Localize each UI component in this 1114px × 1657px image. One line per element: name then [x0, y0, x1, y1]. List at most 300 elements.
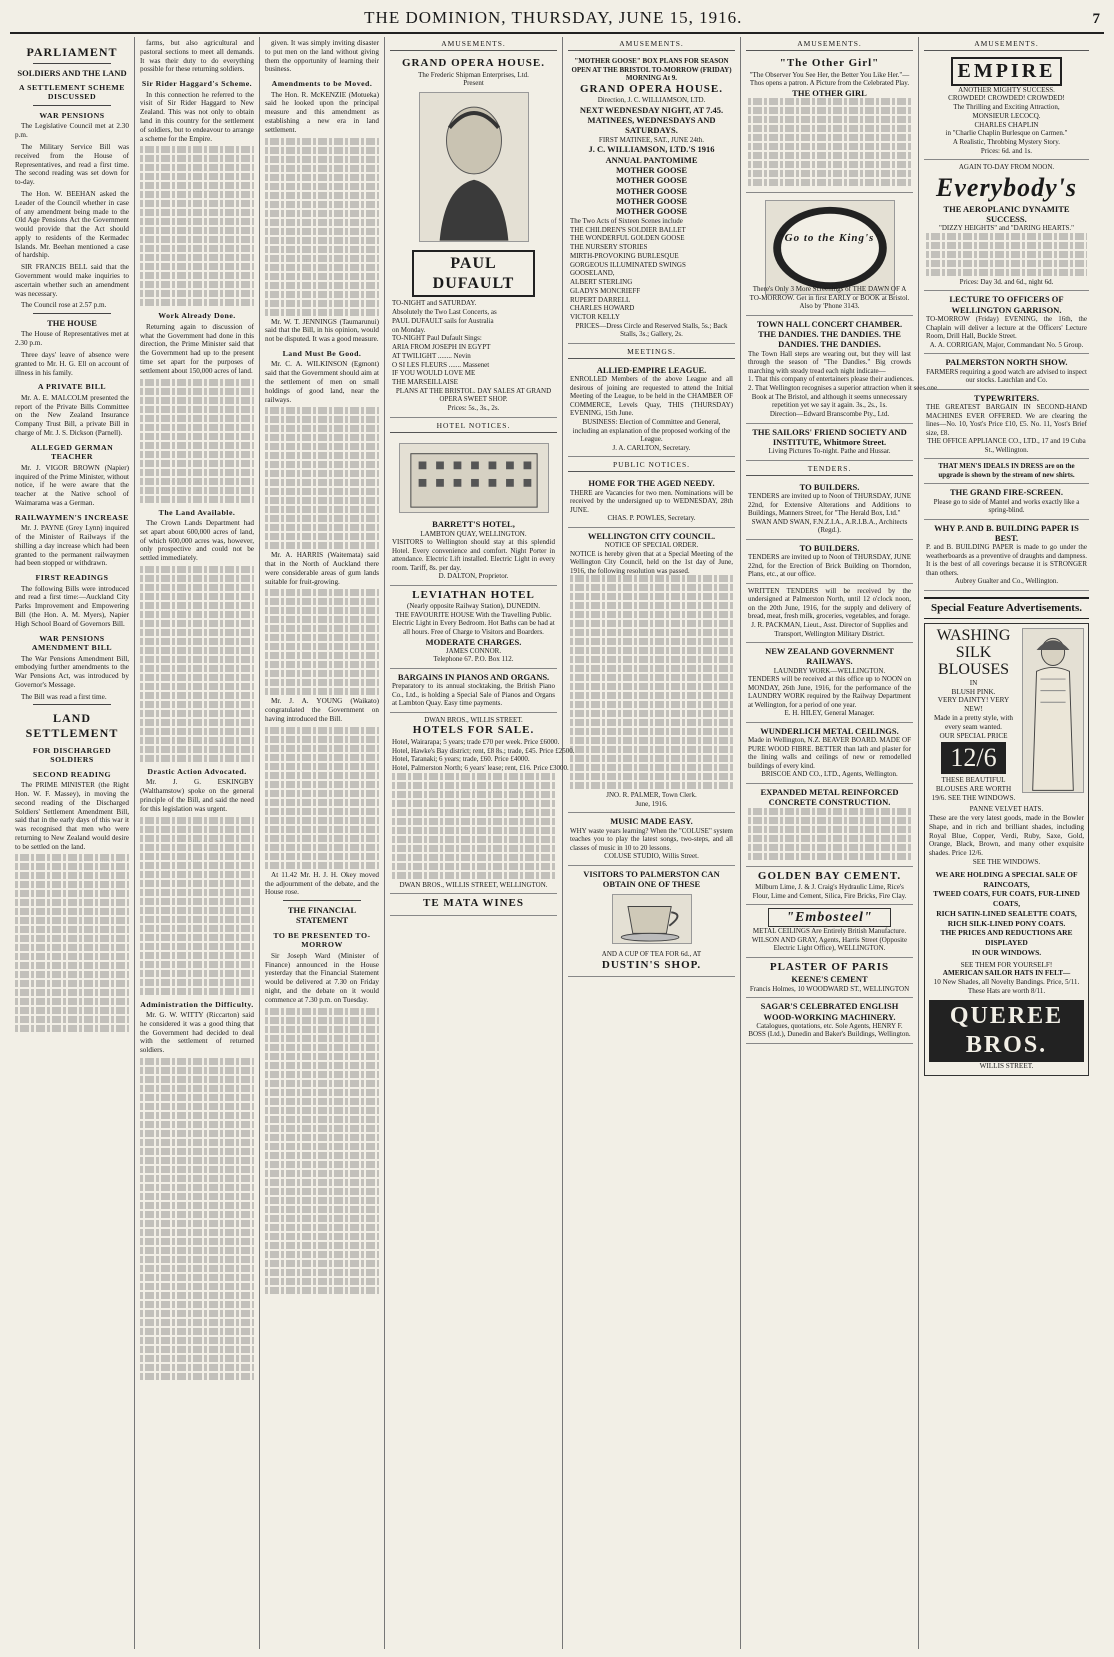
ad-signature: Aubrey Gualter and Co., Wellington. — [954, 577, 1059, 586]
text-filler — [265, 727, 379, 869]
ad-title: WASHING SILK BLOUSES — [936, 627, 1011, 679]
program-line: PAUL DUFAULT sails for Australia — [392, 316, 494, 325]
ad-signature: BRISCOE AND CO., LTD., Agents, Wellington. — [761, 770, 898, 779]
ad-title: ALLIED-EMPIRE LEAGUE. — [596, 365, 707, 375]
subheadline: Land Must Be Good. — [282, 348, 362, 358]
cast-line: MIRTH-PROVOKING BURLESQUE — [570, 251, 679, 260]
kings-theatre-circle-illustration — [765, 200, 895, 295]
program-line: THE MARSEILLAISE — [392, 378, 458, 387]
listing-list — [392, 737, 575, 773]
ad-subtitle: LAUNDRY WORK—WELLINGTON. — [773, 666, 886, 675]
ad-text: 10 New Shades, all Novelty Bandings. Price, 5/11. — [933, 978, 1080, 987]
program-line: CROWDED! CROWDED! CROWDED! — [948, 94, 1065, 103]
ad-subtitle: Direction, J. C. WILLIAMSON, LTD. — [597, 96, 706, 105]
program-line: ARIA FROM JOSEPH IN EGYPT — [392, 343, 491, 352]
text-filler — [15, 854, 129, 1032]
price-badge: 12/6 — [941, 742, 1006, 774]
ad-sailors-society — [746, 424, 913, 461]
ad-text: VERY DAINTY! VERY NEW! — [937, 696, 1010, 714]
ad-text: Prices: 6d. and 1s. — [980, 146, 1033, 155]
section-title: PANNE VELVET HATS. — [969, 805, 1044, 814]
paragraph: The Hon. R. McKENZIE (Motueka) said he looked upon the principal measure and this amendment as establishing a new era in land settlement. — [265, 90, 379, 134]
ad-other-girl — [746, 54, 913, 193]
program-list — [926, 86, 1087, 147]
ad-title: GOLDEN BAY CEMENT. — [757, 869, 902, 882]
ad-text: TENDERS are invited up to Noon of THURSDAY, JUNE 22nd, for Extensive Alterations and Additions to Buildings, Manners Street, for "The Herald Box, Ltd." — [748, 492, 911, 518]
ad-title: TO BUILDERS. — [799, 481, 860, 492]
paragraph: Sir Joseph Ward (Minister of Finance) announced in the House yesterday that the Financial Statement would be delivered at 7.30 on Friday night, and the debate on it would commence at 7.30 p.m. on Tuesday. — [265, 951, 379, 1004]
ad-te-mata — [390, 894, 557, 915]
column-parliament — [10, 37, 135, 1649]
ad-banner: "MOTHER GOOSE" BOX PLANS FOR SEASON OPEN AT THE BRISTOL TO-MORROW (FRIDAY) MORNING At 9. — [571, 57, 732, 83]
ad-text: METAL CEILINGS Are Entirely British Manufacture. WILSON AND GRAY, Agents, Harris Street (Opposite Electric Light Office), WELLINGTON. — [751, 927, 908, 953]
ad-signature: A. A. CORRIGAN, Major, Commandant No. 5 Group. — [929, 340, 1084, 349]
program-line: TO-NIGHT and SATURDAY. — [392, 299, 477, 308]
ad-text: Preparatory to its annual stocktaking, the British Piano Co., Ltd., is holding a Special Sale of Pianos and Organs at Lambton Quay. Easy time payments. — [392, 682, 555, 708]
ad-leviathan-hotel — [390, 586, 557, 669]
ad-subtitle: THE AEROPLANIC DYNAMITE SUCCESS. — [943, 203, 1070, 224]
paragraph: The following Bills were introduced and read a first time:—Auckland City Parks Improvement and Empowering Bill (the Hon. A. M. Myers), Napier High School Board of Governors Bill. — [15, 584, 129, 628]
ad-subtitle: DWAN BROS., WILLIS STREET. — [424, 715, 523, 724]
ad-music — [568, 813, 735, 865]
cast-line: RUPERT DARRELL — [570, 295, 631, 304]
paragraph: given. It was simply inviting disaster to put men on the land without giving them the opportunity of learning their business. — [265, 39, 379, 74]
program-line: IF YOU WOULD LOVE ME — [392, 369, 476, 378]
subheadline: The Land Available. — [158, 507, 236, 517]
ad-city-council — [568, 528, 735, 814]
ad-text: June, 1916. — [635, 799, 668, 808]
ad-title: EMPIRE — [951, 57, 1062, 85]
ad-text: Prices: 5s., 3s., 2s. — [447, 403, 500, 412]
ad-railways — [746, 643, 913, 723]
text-filler — [926, 233, 1087, 276]
paragraph: The Hon. W. BEEHAN asked the Leader of the Council whether in case of any amendment being made to the Old Age Pensions Act the Government would provide that the Act should apply to residents of the Kermadec Islands. Mr. Beehan mentioned a case of hardship. — [15, 189, 129, 260]
ad-queree-bros — [924, 623, 1089, 1076]
paragraph: Mr. J. PAYNE (Grey Lynn) inquired of the Minister of Railways if the shilling a day increase which had been granted to the permanent railwaymen had been stopped or withdrawn. — [15, 524, 129, 568]
show-title: MOTHER GOOSE — [615, 175, 688, 186]
point-line: 1. That this company of entertainers please their audiences. — [748, 375, 914, 384]
ad-text: "DIZZY HEIGHTS" and "DARING HEARTS." — [939, 224, 1074, 233]
hotel-building-illustration — [399, 443, 549, 513]
ad-wunderlich — [746, 723, 913, 784]
cast-list — [570, 217, 733, 322]
ad-text: NOTICE is hereby given that at a Special Meeting of the Wellington City Council, held on the 1st day of June, 1916, the following resolution was passed. — [570, 549, 733, 575]
ad-golden-bay — [746, 867, 913, 905]
ad-title: TYPEWRITERS. — [974, 392, 1039, 403]
ad-building-paper — [924, 520, 1089, 591]
text-filler — [265, 589, 379, 695]
listing-line: Hotel, Wairarapa; 5 years; trade £70 per week. Price £6000. — [392, 737, 560, 746]
cast-line: THE CHILDREN'S SOLDIER BALLET — [570, 225, 686, 234]
ad-subtitle: (Nearly opposite Railway Station), DUNEDIN. — [407, 602, 540, 611]
point-line: 2. That Wellington recognises a superior attraction when it sees one. — [748, 384, 939, 393]
ad-subtitle: LAMBTON QUAY, WELLINGTON. — [420, 529, 527, 538]
ad-title: THE SAILORS' FRIEND SOCIETY AND INSTITUTE, Whitmore Street. — [752, 426, 907, 447]
ad-empire-theatre — [924, 54, 1089, 160]
divider — [33, 704, 111, 705]
ad-text: SEE THEM FOR YOURSELF! — [960, 960, 1053, 969]
ad-title: THAT MEN'S IDEALS IN DRESS are on the upgrade is shown by the stream of new shirts. — [938, 462, 1075, 479]
headline: THE HOUSE — [47, 318, 97, 329]
program-line: ANOTHER MIGHTY SUCCESS. — [958, 85, 1055, 94]
text-filler — [748, 808, 911, 860]
ad-text: THE FAVOURITE HOUSE With the Travelling Public. Electric Light in Every Bedroom. Hot Baths can be had at all hours. Free of Charge to Visitors and Boarders. — [392, 610, 555, 636]
paragraph: SIR FRANCIS BELL said that the Government would make inquiries to ascertain whether such an amendment was necessary. — [15, 263, 129, 298]
ad-text: FIRST MATINEE, SAT., JUNE 24th. — [598, 135, 705, 144]
paragraph: Mr. J. G. ESKINGBY (Walthamstow) spoke on the general principle of the Bill, and said the need for this legislation was urgent. — [140, 778, 254, 813]
ad-pianos — [390, 669, 557, 713]
text-filler — [265, 407, 379, 549]
section-title: PARLIAMENT — [26, 45, 118, 59]
ad-text: The Town Hall steps are wearing out, but they will last through the season of "The Dandies." Big crowds marching with steady tread each night indicate— — [748, 349, 911, 375]
ad-title: PALMERSTON NORTH SHOW. — [945, 357, 1068, 368]
divider — [283, 900, 361, 901]
ad-banner: AGAIN TO-DAY FROM NOON. — [958, 163, 1055, 172]
cast-line: ALBERT STERLING — [570, 278, 633, 287]
program-line: Absolutely the Two Last Concerts, as — [392, 308, 497, 317]
masthead-title: THE DOMINION, THURSDAY, JUNE 15, 1916. — [364, 8, 743, 27]
column-header: TENDERS. — [746, 464, 913, 476]
column-land-settlement — [135, 37, 260, 1649]
subheadline: RAILWAYMEN'S INCREASE — [15, 512, 129, 522]
ad-text: THE OTHER GIRL — [792, 87, 867, 98]
text-filler — [140, 566, 254, 762]
subheadline: Administration the Difficulty. — [140, 999, 254, 1009]
headline: THE FINANCIAL STATEMENT — [287, 905, 357, 926]
ad-text: Catalogues, quotations, etc. Sole Agents, HENRY F. BOSS (Ltd.), Dunedin and Baker's Buildings, Wellington. — [748, 1021, 911, 1039]
ad-text: ENROLLED Members of the above League and all desirous of joining are requested to attend the Initial Meeting of the League, to be held in the CHAMBER OF COMMERCE, Levels Quay, THIS (THURSDAY) EVENING, 15th June. — [570, 375, 733, 418]
ad-signature: THE OFFICE APPLIANCE CO., LTD., 17 and 19 Cuba St., Wellington. — [927, 437, 1086, 454]
column-header: AMUSEMENTS. — [746, 39, 913, 51]
ad-text: THERE are Vacancies for two men. Nominations will be received by the undersigned up to WEDNESDAY, 28th JUNE. — [570, 488, 733, 514]
ad-title: HOTELS FOR SALE. — [412, 724, 535, 737]
paragraph: The Council rose at 2.57 p.m. — [21, 301, 107, 310]
ad-text: AMERICAN SAILOR HATS IN FELT— — [942, 969, 1071, 978]
ad-text: OUR SPECIAL PRICE — [939, 731, 1008, 740]
column-header: PUBLIC NOTICES. — [568, 460, 735, 472]
column-header: AMUSEMENTS. — [924, 39, 1089, 51]
paragraph: Mr. A. E. MALCOLM presented the report of the Private Bills Committee on the New Zealand Insurance Company Trust Bill, a private Bill in charge of Mr. J. S. Dickson (Parnell). — [15, 393, 129, 437]
subheadline: Sir Rider Haggard's Scheme. — [141, 79, 253, 89]
ad-title: MUSIC MADE EASY. — [610, 816, 693, 827]
program-line: A Realistic, Throbbing Mystery Story. — [952, 138, 1061, 147]
ad-title: NEW ZEALAND GOVERNMENT RAILWAYS. — [765, 646, 894, 667]
show-title: MOTHER GOOSE — [615, 165, 688, 175]
text-filler — [140, 146, 254, 306]
subheadline: SECOND READING — [32, 769, 112, 779]
text-filler — [140, 379, 254, 503]
ad-text: TO-MORROW (Friday) EVENING, the 16th, the Chaplain will deliver a lecture at the Officers' Lecture Room, Drill Hall, Buckle Street. — [926, 315, 1087, 341]
masthead — [10, 8, 1104, 34]
ad-title: VISITORS TO PALMERSTON CAN OBTAIN ONE OF THESE — [583, 868, 720, 890]
ad-mens-ideals — [924, 459, 1089, 484]
paragraph: The Military Service Bill was received from the House of Representatives, and read a first time. The second reading was set down for to-day. — [15, 143, 129, 187]
program-line: CHARLES CHAPLIN — [974, 120, 1039, 129]
ad-text: THE DANDIES. THE DANDIES. THE DANDIES. THE DANDIES. — [758, 329, 901, 350]
ad-signature: Francis Holmes, 10 WOODWARD ST., WELLINGTON — [749, 984, 910, 993]
divider — [33, 63, 111, 64]
ad-text: There's Only 3 More Screenings of THE DAWN OF A TO-MORROW. Get in first EARLY or BOOK at Bristol. — [749, 285, 910, 302]
store-address: WILLIS STREET. — [979, 1062, 1034, 1071]
ad-title: WUNDERLICH METAL CEILINGS. — [760, 725, 899, 736]
show-title: MOTHER GOOSE — [615, 185, 688, 196]
ad-text: Prices: Day 3d. and 6d., night 6d. — [959, 277, 1054, 286]
ad-text: Book at The Bristol, and although it seems unnecessary repetition yet we say it again. 3s., 2s., 1s. — [751, 392, 908, 410]
divider — [33, 105, 111, 106]
column-amusements-2 — [563, 37, 741, 1649]
ad-title: WHY P. AND B. BUILDING PAPER IS BEST. — [934, 522, 1079, 543]
teacup-illustration — [612, 894, 692, 944]
ad-title: PLASTER OF PARIS — [769, 960, 890, 973]
cast-line: THE NURSERY STORIES — [570, 243, 648, 252]
ad-tender-1 — [746, 479, 913, 540]
ad-text: J. C. WILLIAMSON, LTD.'S 1916 ANNUAL PANTOMIME — [588, 144, 715, 165]
sale-line: WE ARE HOLDING A SPECIAL SALE OF RAINCOATS, — [935, 869, 1078, 889]
paragraph: The PRIME MINISTER (the Right Hon. W. F. Massey), in moving the second reading of the Discharged Soldiers' Settlement Amendment Bill, said that in the early days of this war it was recognised that men who were returning to New Zealand would desire to be settled on the land. — [15, 781, 129, 851]
ad-title: BARRETT'S HOTEL, — [432, 519, 515, 530]
ad-subtitle: NOTICE OF SPECIAL ORDER. — [604, 541, 699, 550]
ad-signature: COLUSE STUDIO, Willis Street. — [604, 852, 699, 861]
program-line: The Thrilling and Exciting Attraction, — [953, 103, 1060, 112]
text-filler — [748, 98, 911, 186]
ad-subtitle: KEENE'S CEMENT — [791, 974, 868, 985]
ad-palmerston — [568, 866, 735, 977]
ad-text: THE GREATEST BARGAIN IN SECOND-HAND MACHINES EVER OFFERED. We are clearing the lines—No. 10, Yost's Price £10, £5. No. 11, Yost's Brief size, £8. — [926, 402, 1087, 437]
woman-in-blouse-illustration — [1022, 628, 1084, 793]
ad-text: FARMERS requiring a good watch are advised to inspect our stocks. Lauchlan and Co. — [926, 367, 1087, 385]
paragraph: Returning again to discussion of what the Government had done in this direction, the Prime Minister said that the Government had up to the present time set apart for the purposes of settlement about 150,000 acres of land. — [140, 322, 254, 375]
ad-title: SAGAR'S CELEBRATED ENGLISH WOOD-WORKING MACHINERY. — [760, 1001, 899, 1022]
ad-kings-theatre — [746, 193, 913, 316]
paragraph: The House of Representatives met at 2.30 p.m. — [15, 330, 129, 348]
ad-title: BARGAINS IN PIANOS AND ORGANS. — [397, 671, 550, 682]
store-name: QUEREE BROS. — [929, 1000, 1084, 1063]
show-title: MOTHER GOOSE — [615, 206, 688, 217]
ad-title: GRAND OPERA HOUSE. — [402, 57, 545, 70]
performer-portrait-illustration — [419, 92, 529, 242]
ad-signature: JAMES CONNOR. — [445, 646, 502, 655]
ad-text: Please go to side of Mantel and works exactly like a spring-blind. — [933, 497, 1080, 515]
text-filler — [570, 575, 733, 789]
paragraph: farms, but also agricultural and pastoral sections to meet all demands. It was their duty to do everything possible for these returning soldiers. — [140, 39, 254, 74]
sale-line: IN OUR WINDOWS. — [971, 947, 1042, 957]
performer-name: PAUL DUFAULT — [412, 250, 535, 297]
paragraph: Mr. C. A. WILKINSON (Egmont) said that the Government should aim at the settlement of men on small holdings of good land, near the railways. — [265, 360, 379, 404]
paragraph: Mr. W. T. JENNINGS (Taumarunui) said that the Bill, in his opinion, would not be disputed. It was a good measure. — [265, 317, 379, 344]
paragraph: In this connection he referred to the visit of Sir Rider Haggard to New Zealand. This was not only to obtain land in this country for the settlement of soldiers, but to endeavour to arrange a scheme for the Empire. — [140, 90, 254, 143]
subheadline: A SETTLEMENT SCHEME DISCUSSED — [19, 82, 125, 102]
paragraph: The Bill was read a first time. — [21, 692, 107, 701]
ad-text: VISITORS to Wellington should stay at this splendid Hotel. Every convenience and comfort. Night Porter in attendance. Electric Lift installed. Electric Light in every room. Tariff, 8s. per day. — [392, 538, 555, 572]
subheadline: FIRST READINGS — [35, 573, 109, 583]
ad-signature: CHAS. P. POWLES, Secretary. — [607, 514, 696, 523]
ad-title: "Embosteel" — [768, 908, 891, 927]
ad-hotels-for-sale — [390, 713, 575, 894]
text-filler — [140, 817, 254, 995]
ad-text: BUSINESS: Election of Committee and General, including an explanation of the proposed working of the League. — [572, 418, 731, 444]
ad-text: TENDERS are invited up to Noon of THURSDAY, JUNE 22nd, for the Erection of Brick Building on Thorndon, Plans, etc., at our office. — [748, 553, 911, 579]
headline: SOLDIERS AND THE LAND — [17, 67, 127, 78]
ad-plaster — [746, 958, 913, 998]
ad-title: Everybody's — [936, 172, 1077, 202]
headline: LAND SETTLEMENT — [25, 711, 119, 741]
cast-line: The Two Acts of Sixteen Scenes include — [570, 216, 683, 225]
cast-line: VICTOR KELLY — [570, 313, 620, 322]
ad-text: PLANS AT THE BRISTOL. DAY SALES AT GRAND OPERA SWEET SHOP. — [395, 386, 552, 404]
column-amusements-3 — [741, 37, 939, 1649]
program-line: AT TWILIGHT ........ Nevin — [392, 351, 471, 360]
ad-tender-3 — [746, 584, 913, 643]
show-title: MOTHER GOOSE — [615, 196, 688, 207]
column-debate — [260, 37, 385, 1649]
subheadline: WAR PENSIONS — [39, 110, 105, 120]
paragraph: Three days' leave of absence were granted to Mr. H. G. Ell on account of illness in his family. — [15, 351, 129, 377]
ad-signature: J. A. CARLTON, Secretary. — [612, 443, 691, 452]
ad-signature: Direction—Edward Branscombe Pty., Ltd. — [769, 409, 890, 418]
ad-sagar — [746, 998, 913, 1044]
subheadline: Drastic Action Advocated. — [147, 766, 247, 776]
sale-line: TWEED COATS, FUR COATS, FUR-LINED COATS, — [933, 889, 1080, 909]
ad-signature: JNO. R. PALMER, Town Clerk. — [606, 791, 697, 800]
column-header: AMUSEMENTS. — [568, 39, 735, 51]
ad-title: "Go to the King's" — [777, 231, 882, 244]
column-header: MEETINGS. — [568, 347, 735, 359]
ad-text: TENDERS will be received at this office up to NOON on MONDAY, 26th June, 1916, for the performance of the LAUNDRY WORK required by the Railway Department at Wellington, for a period of one year. — [748, 675, 911, 709]
ad-signature: SWAN AND SWAN, F.N.Z.I.A., A.R.I.B.A., Architects (Regd.). — [751, 517, 908, 535]
ad-text: SEE THE WINDOWS. — [972, 858, 1041, 867]
sale-list — [929, 870, 1084, 958]
ad-text: Made in a pretty style, with every seam wanted. — [933, 713, 1014, 731]
paragraph: At 11.42 Mr. H. J. H. Okey moved the adjournment of the debate, and the House rose. — [265, 870, 379, 897]
ad-text: Telephone 67. P.O. Box 112. — [433, 655, 514, 664]
column-header: AMUSEMENTS. — [390, 39, 557, 51]
ad-title: GRAND OPERA HOUSE. — [580, 82, 723, 95]
subheadline: Work Already Done. — [158, 311, 236, 321]
ad-town-hall-dandies — [746, 316, 939, 424]
ad-signature: DUSTIN'S SHOP. — [601, 958, 702, 971]
ad-text: WHY waste years learning? When the "COLUSE" system teaches you to play the latest songs, two-steps, and all classes of music in 10 to 20 lessons. — [570, 826, 733, 852]
ad-text: MODERATE CHARGES. — [425, 636, 522, 647]
ad-text: P. and B. BUILDING PAPER is made to go under the weatherboards as a preventive of draughts and dampness. It is the best of all coverings because it is STRONGER than others. — [926, 543, 1087, 577]
ad-text: "The Observer You See Her, the Better You Like Her."—Thos opens a patron. A Picture from the Celebrated Play. — [749, 70, 910, 88]
paragraph: Mr. J. VIGOR BROWN (Napier) inquired of the Prime Minister, without notice, if he were aware that the teacher at the Native school of Waimarama was a German. — [15, 463, 129, 507]
page-number: 7 — [1092, 11, 1100, 27]
ad-title: TOWN HALL CONCERT CHAMBER. — [756, 318, 903, 329]
ad-mother-goose — [568, 54, 735, 344]
cast-line: GLADYS MONCRIEFF — [570, 286, 641, 295]
ad-text: These are the very latest goods, made in the Bowler Shape, and in rich and brilliant shades, including Royal Blue, Copper, Verdi, Ruby, Saxe, Gold, Orange, Black, Brown, and many other exquisite shades. Price 12/6. — [929, 814, 1084, 858]
ad-text: IN — [969, 678, 978, 687]
ad-text: PRICES—Dress Circle and Reserved Stalls, 5s.; Back Stalls, 3s.; Gallery, 2s. — [575, 321, 728, 339]
ad-title: "The Other Girl" — [779, 57, 880, 70]
ad-subtitle: The Frederic Shipman Enterprises, Ltd. — [418, 70, 529, 79]
paragraph: The Crown Lands Department had set apart about 600,000 acres of land, of which 600,000 acres was, however, only prospective and could not be settled immediately. — [140, 519, 254, 563]
ad-text: These Hats are worth 8/11. — [967, 986, 1046, 995]
ad-text: Made in Wellington, N.Z. BEAVER BOARD. MADE OF PURE WOOD FIBRE. BETTER than lath and plaster for the lining walls and ceilings of new or remodelled buildings of every kind. — [748, 736, 911, 770]
blouse-offer-block — [929, 628, 1018, 802]
program-line: O SI LES FLEURS ....... Massenet — [392, 360, 490, 369]
subheadline: WAR PENSIONS AMENDMENT BILL — [31, 633, 113, 652]
cast-line: THE WONDERFUL GOLDEN GOOSE — [570, 234, 685, 243]
text-filler — [392, 773, 555, 879]
ad-signature: D. DALTON, Proprietor. — [438, 572, 509, 581]
ad-fire-screen — [924, 484, 1089, 519]
program-line: on Monday. — [392, 325, 426, 334]
special-feature-banner: Special Feature Advertisements. — [924, 597, 1089, 619]
program-line: TO-NIGHT Paul Dufault Sings: — [392, 334, 482, 343]
column-amusements-4 — [919, 37, 1094, 1649]
paragraph: Mr. G. W. WITTY (Riccarton) said he considered it was a good thing that the Government had decided to deal with the settlement of returned soldiers. — [140, 1011, 254, 1055]
ad-subtitle: Present — [463, 79, 484, 88]
ad-text: Also by 'Phone 3143. — [799, 302, 860, 311]
program-line: MONSIEUR LECOCQ. — [972, 111, 1041, 120]
ad-title: LECTURE TO OFFICERS OF WELLINGTON GARRISON. — [949, 294, 1064, 315]
text-filler — [265, 138, 379, 316]
ad-aged-home — [568, 475, 735, 527]
ad-palmerston-show — [924, 354, 1089, 389]
ad-text: WRITTEN TENDERS will be received by the undersigned at Palmerston North, until 12 o'clock noon, on the 20th June, 1916, for the supply and delivery of bread, meat, fresh milk, groceries, vegetables, and forage. — [748, 586, 911, 621]
columns — [10, 37, 1104, 1649]
ad-lecture — [924, 291, 1089, 354]
text-filler — [140, 1058, 254, 1380]
ad-text: NEXT WEDNESDAY NIGHT, AT 7.45. MATINEES, WEDNESDAYS AND SATURDAYS. — [579, 104, 724, 136]
ad-everybodys — [924, 160, 1089, 291]
subheadline: ALLEGED GERMAN TEACHER — [30, 442, 114, 462]
show-title-list — [570, 165, 733, 217]
paragraph: The Legislative Council met at 2.30 p.m. — [15, 122, 129, 140]
column-amusements-1 — [385, 37, 575, 1649]
sale-line: THE PRICES AND REDUCTIONS ARE DISPLAYED — [940, 928, 1073, 948]
ad-text: Milburn Lime, J. & J. Craig's Hydraulic Lime, Rice's Flour, Lime and Cement, Silica, Fire Bricks, Fire Clay. — [752, 883, 907, 900]
subheadline: FOR DISCHARGED SOLDIERS — [32, 745, 112, 765]
ad-title: THE GRAND FIRE-SCREEN. — [949, 487, 1064, 498]
sale-line: RICH SATIN-LINED SEALETTE COATS, — [936, 908, 1077, 918]
ad-text: AND A CUP OF TEA FOR 6d., AT — [601, 950, 702, 959]
ad-embosteel — [746, 905, 913, 958]
program-list — [392, 299, 555, 387]
cast-line: GOOSELAND, — [570, 269, 615, 278]
ad-signature: DWAN BROS., WILLIS STREET, WELLINGTON. — [399, 880, 548, 889]
listing-line: Hotel, Palmerston North; 6 years' lease; rent, £16. Price £3000. — [392, 764, 569, 773]
ad-empire-league — [568, 362, 735, 457]
ad-title: HOME FOR THE AGED NEEDY. — [588, 478, 715, 489]
listing-line: Hotel, Taranaki; 6 years; trade, £60. Price £4000. — [392, 755, 530, 764]
text-filler — [265, 1008, 379, 1294]
cast-line: CHARLES HOWARD — [570, 304, 635, 313]
ad-expanded-metal — [746, 784, 913, 867]
ad-tender-2 — [746, 540, 913, 584]
column-header: HOTEL NOTICES. — [390, 421, 557, 433]
cast-line: GORGEOUS ILLUMINATED SWINGS — [570, 260, 686, 269]
ad-text: THESE BEAUTIFUL BLOUSES ARE WORTH 19/6. SEE THE WINDOWS. — [931, 776, 1016, 802]
ad-title: TE MATA WINES — [422, 897, 525, 910]
divider — [33, 313, 111, 314]
ad-text: Living Pictures To-night. Pathe and Hussar. — [768, 447, 891, 456]
ad-title: WELLINGTON CITY COUNCIL. — [587, 530, 716, 541]
blouse-header-row — [929, 628, 1084, 802]
ad-title: TO BUILDERS. — [799, 542, 860, 553]
ad-opera-house — [390, 54, 557, 417]
points-list — [748, 375, 939, 393]
ad-title: EXPANDED METAL REINFORCED CONCRETE CONSTRUCTION. — [760, 786, 899, 808]
ad-signature: E. H. HILEY, General Manager. — [784, 709, 875, 718]
paragraph: Mr. A. HARRIS (Waitemata) said that in the North of Auckland there were considerable areas of gum lands suitable for fruit-growing. — [265, 551, 379, 586]
ad-typewriters — [924, 390, 1089, 460]
sale-line: RICH SILK-LINED PONY COATS. — [947, 918, 1066, 928]
subheadline: TO BE PRESENTED TO-MORROW — [273, 930, 371, 950]
subheadline: Amendments to be Moved. — [271, 79, 373, 89]
subheadline: A PRIVATE BILL — [37, 382, 107, 392]
